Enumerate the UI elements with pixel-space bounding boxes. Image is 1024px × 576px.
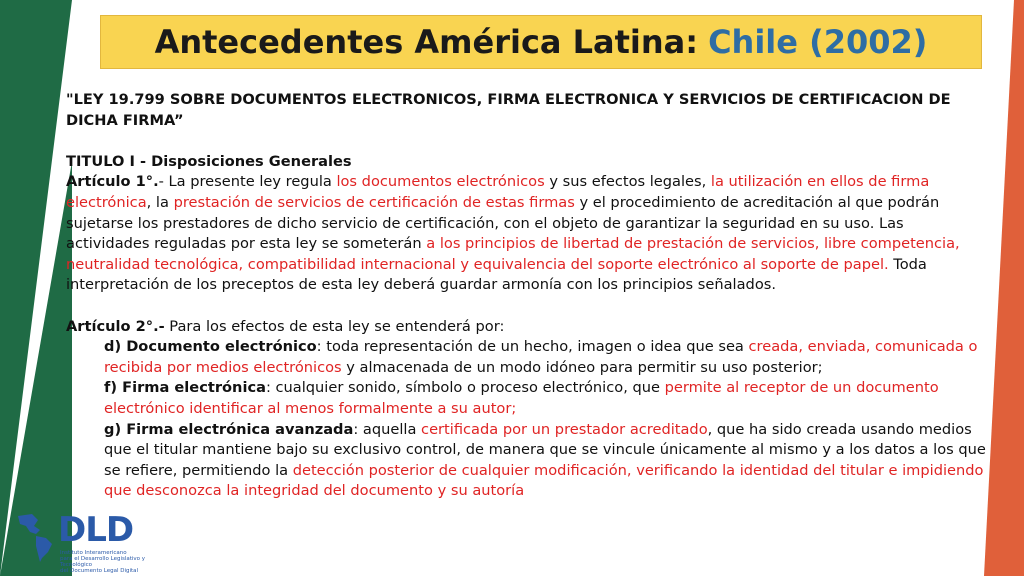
definition-text: : cualquier sonido, símbolo o proceso electrónico, que: [265, 379, 665, 397]
definition-highlight: creada, enviada, comunicada o recibida por medios electrónicos: [104, 338, 978, 376]
definition-f: [66, 378, 986, 419]
article-1-highlight: a los principios de libertad de prestación de servicios, libre competencia, neutralidad tecnológica, compatibilidad internacional y equivalencia del soporte electrónico al soporte de papel.: [66, 235, 960, 273]
definition-d: [66, 337, 986, 378]
titulo-heading: TITULO I - Disposiciones Generales: [66, 152, 352, 170]
article-1: [66, 172, 986, 296]
title-main: Antecedentes América Latina:: [154, 23, 699, 61]
article-1-highlight: la utilización en ellos de firma electrónica: [66, 173, 930, 211]
article-1-text: Toda interpretación de los preceptos de esta ley deberá guardar armonía con los principios señalados.: [66, 255, 927, 294]
article-1-highlight: prestación de servicios de certificación de estas firmas: [173, 193, 575, 211]
article-1-text: - La presente ley regula: [158, 173, 337, 191]
slide-body: [66, 90, 986, 502]
definition-highlight: permite al receptor de un documento electrónico identificar al menos formalmente a su autor;: [104, 379, 939, 417]
slide-title: [100, 15, 982, 69]
americas-map-icon: [14, 512, 58, 564]
definition-g: [66, 420, 986, 502]
logo-subtitle: [60, 550, 150, 574]
logo-subtitle-line: del Documento Legal Digital: [60, 568, 139, 574]
law-heading: "LEY 19.799 SOBRE DOCUMENTOS ELECTRONICOS, FIRMA ELECTRONICA Y SERVICIOS DE CERTIFICACION DE DICHA FIRMA”: [66, 91, 951, 129]
title-accent: Chile (2002): [708, 23, 928, 61]
dld-logo: [14, 508, 146, 574]
slide-right-decoration: [984, 0, 1024, 576]
definition-text: , que ha sido creada usando medios que el titular mantiene bajo su exclusivo control, de manera que se vincule únicamente al mismo y a los datos a los que se refiere, permitiendo la: [104, 420, 986, 479]
definition-g-label: g) Firma electrónica avanzada: [104, 420, 354, 438]
article-1-text: y sus efectos legales,: [544, 173, 711, 191]
article-1-text: , la: [146, 193, 174, 211]
logo-subtitle-line: para el Desarrollo Legislativo y Tecnológico: [60, 556, 146, 568]
article-1-text: y el procedimiento de acreditación al que podrán sujetarse los prestadores de dicho servicio de certificación, con el objeto de garantizar la seguridad en su uso. Las actividades reguladas por esta ley se someterán: [66, 193, 940, 253]
definition-d-label: d) Documento electrónico: [104, 338, 317, 356]
article-2-label: Artículo 2°.-: [66, 317, 165, 335]
logo-subtitle-line: Instituto Interamericano: [60, 550, 127, 556]
article-1-highlight: los documentos electrónicos: [336, 173, 545, 191]
definition-f-label: f) Firma electrónica: [104, 379, 266, 397]
definition-text: y almacenada de un modo idóneo para permitir su uso posterior;: [341, 358, 823, 376]
article-1-label: Artículo 1°.: [66, 173, 159, 191]
definition-text: : aquella: [353, 420, 422, 438]
definition-highlight: detección posterior de cualquier modificación, verificando la identidad del titular e impidiendo que desconozca la integridad del documento y su autoría: [104, 461, 984, 500]
definition-highlight: certificada por un prestador acreditado: [421, 420, 708, 438]
definition-text: : toda representación de un hecho, imagen o idea que sea: [316, 338, 749, 356]
article-2: [66, 317, 986, 338]
article-2-text: Para los efectos de esta ley se entenderá por:: [164, 317, 505, 335]
logo-wordmark: DLD: [58, 510, 134, 550]
